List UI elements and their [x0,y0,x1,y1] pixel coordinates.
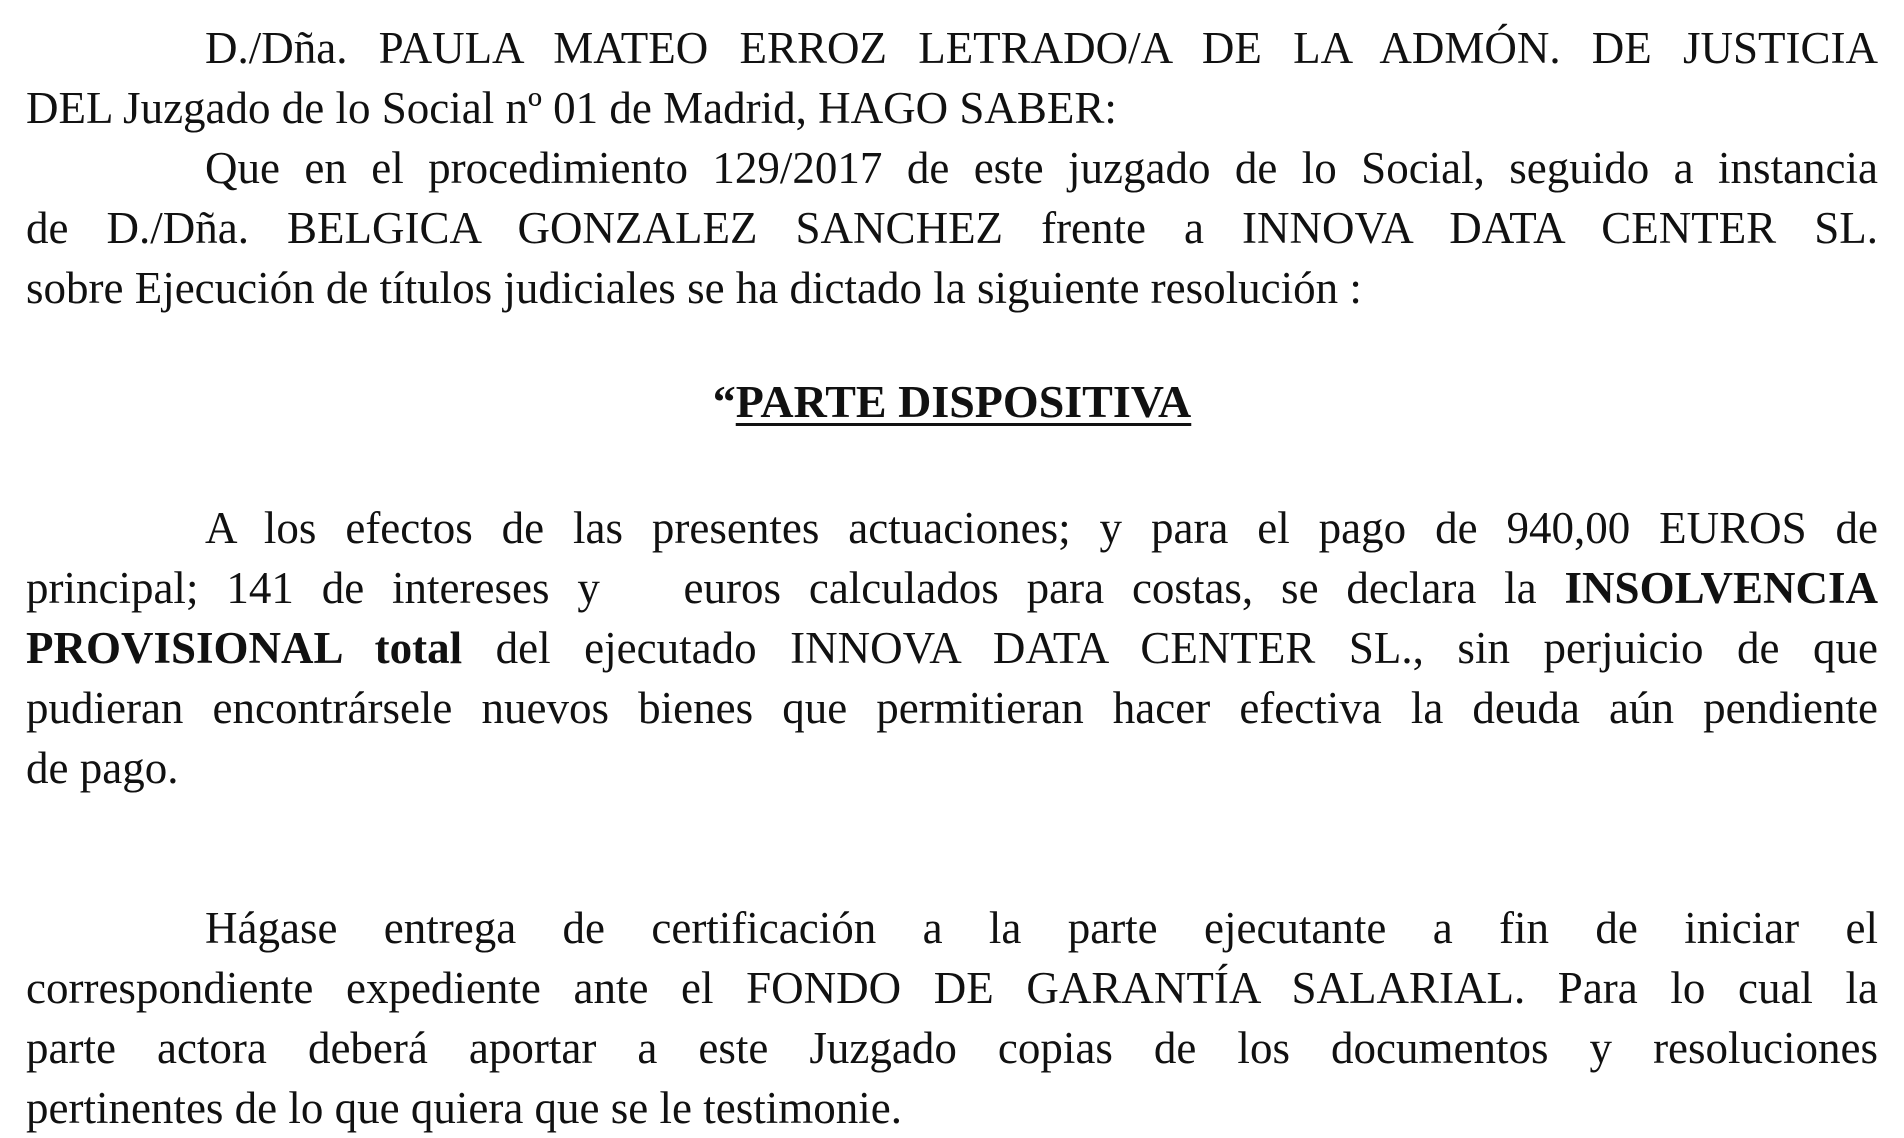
paragraph2-line-2: correspondiente expediente ante el FONDO DE GARANTÍA SALARIAL. Para lo cual la [26,963,1878,1013]
paragraph2-line-1: Hágase entrega de certificación a la parte ejecutante a fin de iniciar el [205,903,1878,953]
header-line-1: D./Dña. PAULA MATEO ERROZ LETRADO/A DE LA ADMÓN. DE JUSTICIA [205,23,1878,73]
paragraph2-line-4: pertinentes de lo que quiera que se le testimonie. [26,1083,902,1133]
section-title-text: PARTE DISPOSITIVA [735,376,1192,427]
header-line-2: DEL Juzgado de lo Social nº 01 de Madrid, HAGO SABER: [26,83,1117,133]
paragraph1-line-5: de pago. [26,743,179,793]
paragraph1-line-2 [26,558,1878,618]
provisional-total-emphasis: PROVISIONAL total [26,623,463,673]
paragraph1-line-1: A los efectos de las presentes actuaciones; y para el pago de 940,00 EUROS de [205,503,1878,553]
intro-line-1: Que en el procedimiento 129/2017 de este juzgado de lo Social, seguido a instancia [205,143,1878,193]
section-title [0,372,1904,432]
paragraph1-line-3 [26,618,1878,678]
paragraph1-line-4: pudieran encontrársele nuevos bienes que permitieran hacer efectiva la deuda aún pendiente [26,683,1878,733]
paragraph1-line-2-text: principal; 141 de intereses y euros calculados para costas, se declara la [26,563,1565,613]
intro-line-2: de D./Dña. BELGICA GONZALEZ SANCHEZ frente a INNOVA DATA CENTER SL. [26,203,1878,253]
intro-line-3: sobre Ejecución de títulos judiciales se ha dictado la siguiente resolución : [26,263,1362,313]
insolvencia-emphasis: INSOLVENCIA [1564,563,1878,613]
paragraph2-line-3: parte actora deberá aportar a este Juzgado copias de los documentos y resoluciones [26,1023,1878,1073]
paragraph1-line-3-text: del ejecutado INNOVA DATA CENTER SL., sin perjuicio de que [462,623,1878,673]
section-title-quote: “ [712,376,736,427]
